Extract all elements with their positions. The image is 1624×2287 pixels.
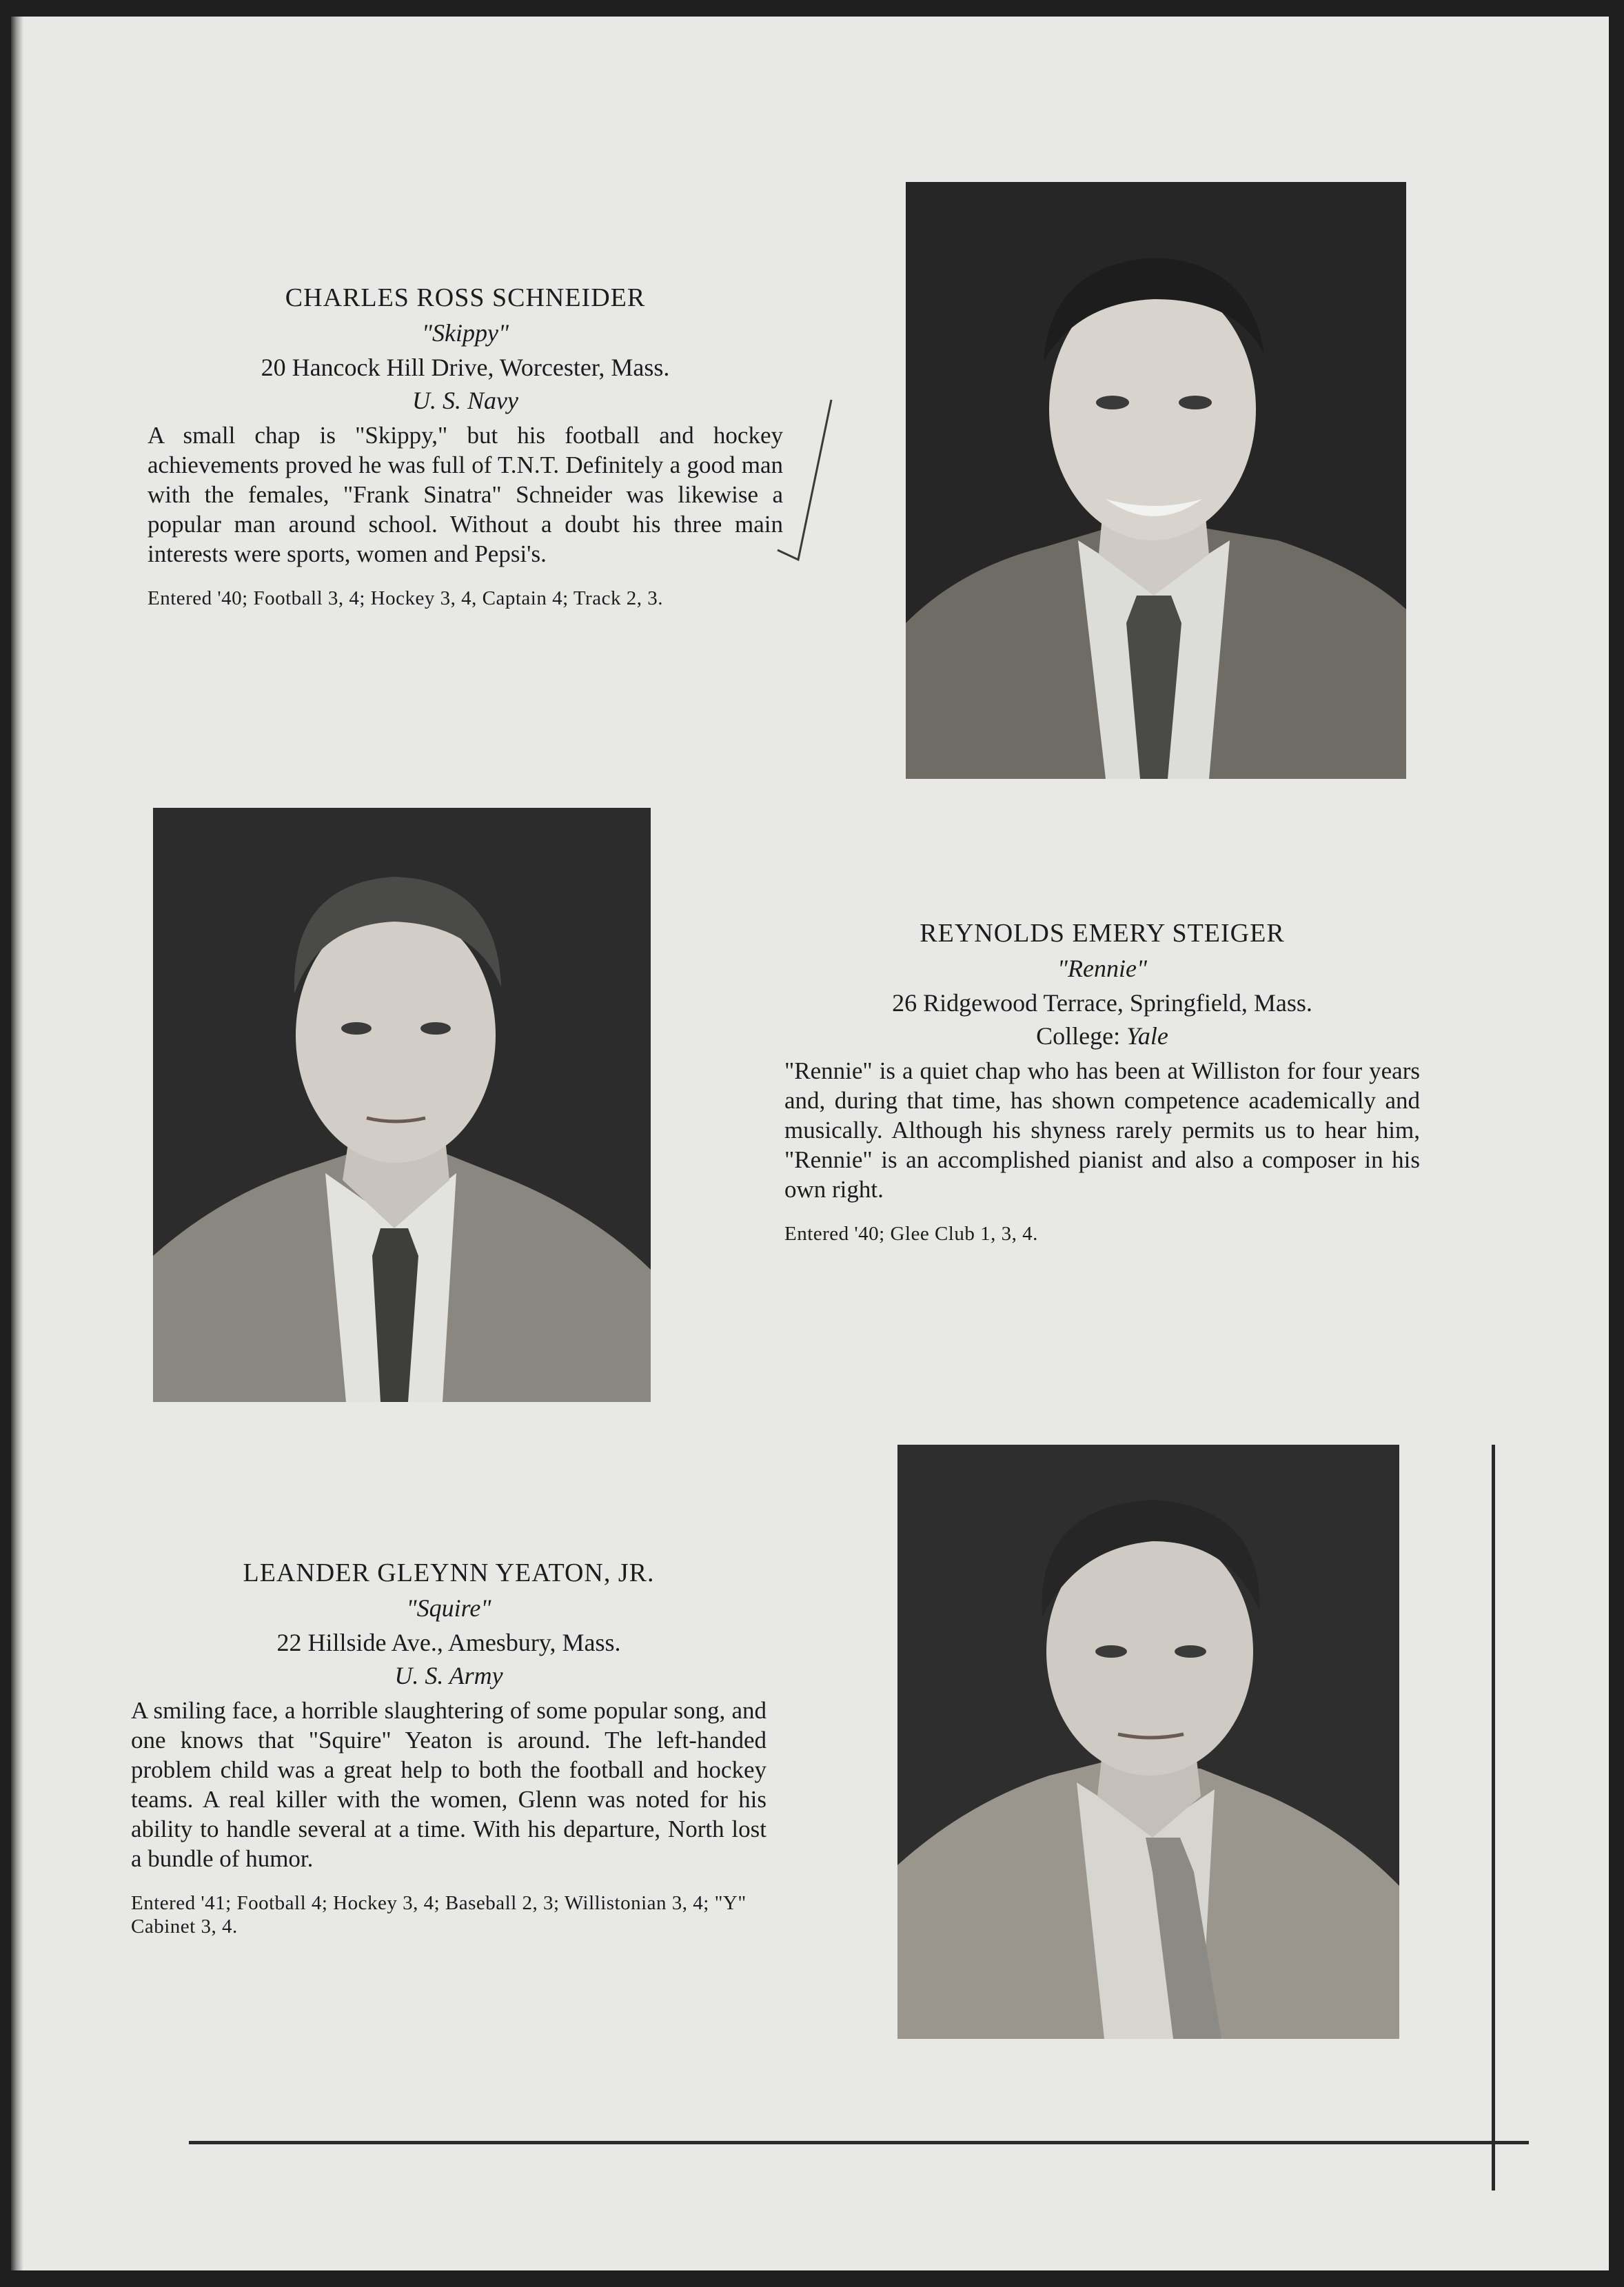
student-destination: U. S. Navy (412, 387, 518, 414)
side-rule (1492, 1445, 1495, 2191)
portrait-photo-yeaton (897, 1445, 1399, 2039)
student-nickname: "Rennie" (1057, 955, 1148, 982)
student-description: "Rennie" is a quiet chap who has been at Williston for four years and, during that time, has shown competence academically and musically. Although his shyness rarely permits us to hear him, "Rennie" is an accomplished pianist and also a composer in his own right. (784, 1057, 1420, 1203)
bio-schneider (148, 283, 783, 610)
student-address: 22 Hillside Ave., Amesbury, Mass. (276, 1629, 621, 1656)
student-nickname: "Skippy" (421, 319, 509, 347)
student-name: REYNOLDS EMERY STEIGER (920, 919, 1285, 948)
student-name: LEANDER GLEYNN YEATON, JR. (243, 1558, 655, 1587)
student-name: CHARLES ROSS SCHNEIDER (285, 283, 646, 312)
bio-yeaton (131, 1558, 767, 1938)
student-record: Entered '40; Glee Club 1, 3, 4. (784, 1223, 1038, 1245)
binding-shadow (11, 17, 23, 2270)
student-destination: U. S. Army (394, 1662, 503, 1689)
student-address: 20 Hancock Hill Drive, Worcester, Mass. (261, 354, 670, 381)
student-nickname: "Squire" (406, 1594, 491, 1622)
student-description: A smiling face, a horrible slaughtering of some popular song, and one knows that "Squire" Yeaton is around. The left-handed problem child was a great help to both the football and hockey teams. A real killer with the women, Glenn was noted for his ability to handle several at a time. With his departure, North lost a bundle of humor. (131, 1697, 767, 1872)
student-address: 26 Ridgewood Terrace, Springfield, Mass. (892, 989, 1312, 1017)
bio-steiger (784, 918, 1420, 1246)
portrait-photo-schneider (906, 182, 1406, 779)
portrait-photo-steiger (153, 808, 651, 1402)
destination-prefix: College: (1036, 1022, 1127, 1050)
student-destination (784, 1021, 1420, 1050)
yearbook-page (11, 17, 1609, 2270)
pen-check-mark (764, 397, 840, 568)
student-record: Entered '41; Football 4; Hockey 3, 4; Baseball 2, 3; Willistonian 3, 4; "Y" Cabinet 3, 4. (131, 1892, 747, 1938)
student-record: Entered '40; Football 3, 4; Hockey 3, 4, Captain 4; Track 2, 3. (148, 587, 663, 609)
student-description: A small chap is "Skippy," but his football and hockey achievements proved he was full of T.N.T. Definitely a good man with the females, "Frank Sinatra" Schneider was likewise a popular man around school. Without a doubt his three main interests were sports, women and Pepsi's. (148, 422, 783, 567)
destination-college: Yale (1126, 1022, 1168, 1050)
bottom-rule (189, 2141, 1529, 2144)
